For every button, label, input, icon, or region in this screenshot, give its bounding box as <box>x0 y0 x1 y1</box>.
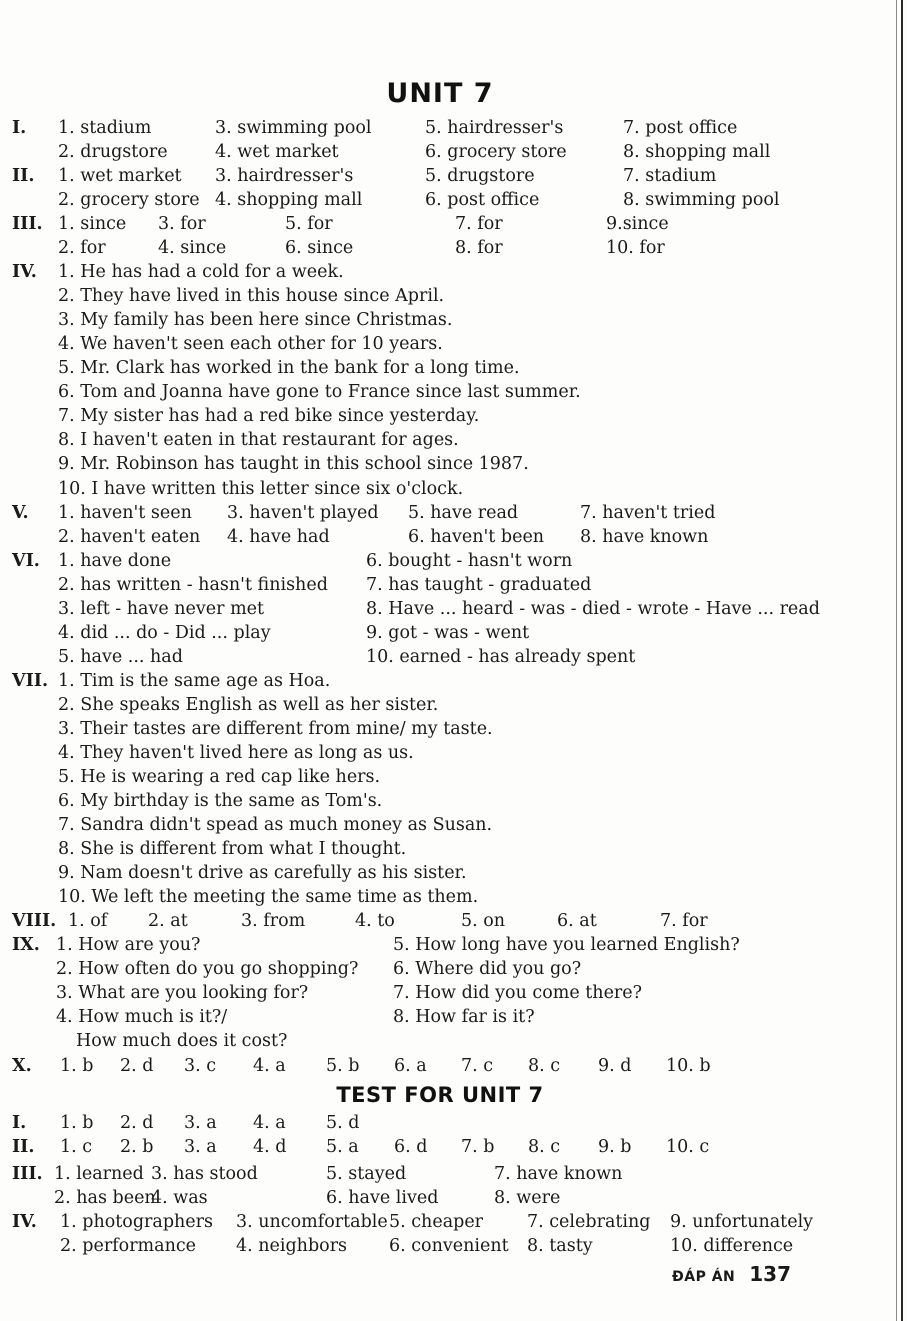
answer-item: 7. My sister has had a red bike since yesterday. <box>58 406 480 426</box>
answer-item: 3. a <box>184 1137 217 1157</box>
answer-row <box>0 669 880 693</box>
section-label: VI. <box>12 551 40 571</box>
answer-row <box>0 741 880 765</box>
answer-item: 2. How often do you go shopping? <box>56 959 359 979</box>
answer-item: 3. has stood <box>151 1164 258 1184</box>
answer-item: 4. have had <box>227 527 330 547</box>
answer-row <box>0 332 880 356</box>
answer-row <box>0 212 880 236</box>
answer-item: 5. cheaper <box>389 1212 484 1232</box>
answer-item: 5. on <box>461 911 506 931</box>
answer-row <box>0 909 880 933</box>
answer-row <box>0 501 880 525</box>
answer-row <box>0 861 880 885</box>
answer-item: 8. were <box>494 1188 561 1208</box>
section-label: VII. <box>12 671 49 691</box>
answer-item: 1. of <box>68 911 108 931</box>
answer-item: 8. She is different from what I thought. <box>58 839 407 859</box>
answer-item: 8. Have ... heard - was - died - wrote - Have ... read <box>366 599 820 619</box>
section-label: V. <box>12 503 29 523</box>
answer-row <box>0 813 880 837</box>
answer-item: 4. d <box>253 1137 287 1157</box>
answer-row <box>0 1029 880 1053</box>
answer-row <box>0 477 880 501</box>
answer-item: 2. has written - hasn't finished <box>58 575 328 595</box>
answer-item: 7. for <box>660 911 708 931</box>
answer-item: 4. a <box>253 1113 286 1133</box>
answer-item: 10. c <box>666 1137 710 1157</box>
answer-item: 7. Sandra didn't spead as much money as Susan. <box>58 815 493 835</box>
answer-row <box>0 452 880 476</box>
answer-row <box>0 140 880 164</box>
answer-row <box>0 308 880 332</box>
answer-item: 7. haven't tried <box>580 503 716 523</box>
answer-row <box>0 765 880 789</box>
answer-item: 3. from <box>241 911 306 931</box>
answer-row <box>0 621 880 645</box>
answer-item: 3. a <box>184 1113 217 1133</box>
answer-row <box>0 236 880 260</box>
answer-item: 1. learned <box>54 1164 144 1184</box>
section-label: X. <box>12 1056 32 1076</box>
answer-item: 10. earned - has already spent <box>366 647 636 667</box>
answer-item: 5. How long have you learned English? <box>393 935 740 955</box>
answer-item: 8. have known <box>580 527 709 547</box>
answer-row <box>0 549 880 573</box>
answer-row <box>0 260 880 284</box>
answer-row <box>0 525 880 549</box>
answer-item: 9. Mr. Robinson has taught in this school since 1987. <box>58 454 529 474</box>
answer-item: 1. Tim is the same age as Hoa. <box>58 671 331 691</box>
answer-item: 2. d <box>120 1056 154 1076</box>
section-label: II. <box>12 166 35 186</box>
answer-item: 4. They haven't lived here as long as us. <box>58 743 414 763</box>
answer-item: 8. for <box>455 238 503 258</box>
answer-row <box>0 789 880 813</box>
answer-item: 3. Their tastes are different from mine/ my taste. <box>58 719 493 739</box>
answer-item: 5. a <box>326 1137 359 1157</box>
answer-row <box>0 1162 880 1186</box>
answer-item: 10. for <box>606 238 665 258</box>
answer-item: 2. performance <box>60 1236 197 1256</box>
answer-item: 3. for <box>158 214 206 234</box>
footer-label: ĐÁP ÁN <box>672 1269 736 1285</box>
answer-item: 4. shopping mall <box>215 190 363 210</box>
answer-row <box>0 837 880 861</box>
answer-row <box>0 933 880 957</box>
answer-item: 5. He is wearing a red cap like hers. <box>58 767 381 787</box>
answer-row <box>0 957 880 981</box>
section-label: III. <box>12 214 43 234</box>
answer-row <box>0 116 880 140</box>
answer-item: 4. did ... do - Did ... play <box>58 623 271 643</box>
answer-item: 8. c <box>528 1137 561 1157</box>
answer-item: 7. b <box>461 1137 495 1157</box>
page-edge-line <box>901 0 903 1321</box>
answer-item: 1. b <box>60 1056 94 1076</box>
section-label: IV. <box>12 1212 37 1232</box>
answer-item: 7. How did you come there? <box>393 983 643 1003</box>
page-edge-line-inner <box>896 0 897 1321</box>
answer-item: 6. convenient <box>389 1236 509 1256</box>
answer-item: 7. have known <box>494 1164 623 1184</box>
answer-item: 9. d <box>598 1056 632 1076</box>
answer-item: 9. b <box>598 1137 632 1157</box>
answer-item: 6. d <box>394 1137 428 1157</box>
answer-item: 4. We haven't seen each other for 10 years. <box>58 334 443 354</box>
answer-item: 9. unfortunately <box>670 1212 814 1232</box>
answer-item: 6. post office <box>425 190 540 210</box>
answer-item: 10. difference <box>670 1236 794 1256</box>
section-label: III. <box>12 1164 43 1184</box>
answer-item: 3. What are you looking for? <box>56 983 309 1003</box>
answer-item: 4. neighbors <box>236 1236 348 1256</box>
answer-item: 4. How much is it?/ <box>56 1007 228 1027</box>
answer-row <box>0 693 880 717</box>
answer-row <box>0 1135 880 1159</box>
answer-row <box>0 1186 880 1210</box>
answer-item: 10. We left the meeting the same time as them. <box>58 887 479 907</box>
answer-item: 4. a <box>253 1056 286 1076</box>
answer-item: 7. post office <box>623 118 738 138</box>
answer-row <box>0 380 880 404</box>
answer-item: 5. b <box>326 1056 360 1076</box>
answer-item: 3. c <box>184 1056 217 1076</box>
answer-item: 7. for <box>455 214 503 234</box>
answer-row <box>0 356 880 380</box>
answer-item: 6. Where did you go? <box>393 959 582 979</box>
answer-item: 7. c <box>461 1056 494 1076</box>
answer-item: 3. uncomfortable <box>236 1212 388 1232</box>
answer-item: 6. grocery store <box>425 142 567 162</box>
answer-item: 4. was <box>151 1188 208 1208</box>
test-title: TEST FOR UNIT 7 <box>336 1083 544 1107</box>
answer-item: 5. have ... had <box>58 647 183 667</box>
answer-item: 2. at <box>148 911 188 931</box>
answer-item: 1. have done <box>58 551 172 571</box>
answer-item: 9. got - was - went <box>366 623 530 643</box>
answer-item: 10. I have written this letter since six o'clock. <box>58 479 464 499</box>
answer-item: 6. a <box>394 1056 427 1076</box>
answer-row <box>0 573 880 597</box>
answer-item: 2. She speaks English as well as her sister. <box>58 695 439 715</box>
answer-item: 1. b <box>60 1113 94 1133</box>
answer-item: 3. My family has been here since Christmas. <box>58 310 453 330</box>
answer-item: 2. drugstore <box>58 142 168 162</box>
answer-item: 2. has been <box>54 1188 156 1208</box>
answer-row <box>0 1054 880 1078</box>
answer-item: 9.since <box>606 214 669 234</box>
answer-item: 5. drugstore <box>425 166 535 186</box>
answer-item: 8. I haven't eaten in that restaurant for ages. <box>58 430 459 450</box>
answer-row <box>0 164 880 188</box>
answer-row <box>0 597 880 621</box>
answer-item: 2. b <box>120 1137 154 1157</box>
answer-row <box>0 1005 880 1029</box>
answer-item: 3. swimming pool <box>215 118 372 138</box>
answer-item: 2. grocery store <box>58 190 200 210</box>
answer-item: 4. to <box>355 911 395 931</box>
answer-item: 7. has taught - graduated <box>366 575 592 595</box>
answer-item: 6. My birthday is the same as Tom's. <box>58 791 383 811</box>
answer-item: How much does it cost? <box>76 1031 288 1051</box>
answer-item: 1. haven't seen <box>58 503 192 523</box>
answer-item: 6. Tom and Joanna have gone to France since last summer. <box>58 382 581 402</box>
answer-item: 5. for <box>285 214 333 234</box>
section-label: I. <box>12 1113 27 1133</box>
section-label: VIII. <box>12 911 57 931</box>
answer-row <box>0 404 880 428</box>
section-label: II. <box>12 1137 35 1157</box>
answer-row <box>0 981 880 1005</box>
answer-item: 2. haven't eaten <box>58 527 201 547</box>
answer-item: 1. since <box>58 214 127 234</box>
section-label: I. <box>12 118 27 138</box>
answer-item: 6. haven't been <box>408 527 545 547</box>
answer-item: 1. How are you? <box>56 935 201 955</box>
section-label: IV. <box>12 262 37 282</box>
answer-row <box>0 717 880 741</box>
answer-item: 3. haven't played <box>227 503 379 523</box>
answer-row <box>0 1210 880 1234</box>
answer-item: 3. hairdresser's <box>215 166 354 186</box>
answer-item: 1. c <box>60 1137 93 1157</box>
answer-item: 8. swimming pool <box>623 190 780 210</box>
answer-item: 1. photographers <box>60 1212 214 1232</box>
answer-item: 8. tasty <box>527 1236 593 1256</box>
answer-item: 8. How far is it? <box>393 1007 535 1027</box>
answer-item: 7. stadium <box>623 166 717 186</box>
answer-item: 6. at <box>557 911 597 931</box>
answer-item: 6. bought - hasn't worn <box>366 551 573 571</box>
answer-row <box>0 188 880 212</box>
answer-item: 5. have read <box>408 503 519 523</box>
answer-item: 5. Mr. Clark has worked in the bank for a long time. <box>58 358 520 378</box>
answer-item: 2. They have lived in this house since April. <box>58 286 445 306</box>
unit-title: UNIT 7 <box>386 78 494 109</box>
page-footer <box>672 1262 791 1286</box>
page-number: 137 <box>749 1262 792 1286</box>
answer-item: 1. wet market <box>58 166 182 186</box>
answer-item: 4. wet market <box>215 142 339 162</box>
answer-item: 8. shopping mall <box>623 142 771 162</box>
answer-row <box>0 428 880 452</box>
answer-item: 1. He has had a cold for a week. <box>58 262 344 282</box>
answer-row <box>0 645 880 669</box>
answer-row <box>0 885 880 909</box>
answer-item: 1. stadium <box>58 118 152 138</box>
answer-row <box>0 284 880 308</box>
answer-row <box>0 1111 880 1135</box>
answer-item: 5. hairdresser's <box>425 118 564 138</box>
answer-row <box>0 1234 880 1258</box>
answer-item: 9. Nam doesn't drive as carefully as his sister. <box>58 863 467 883</box>
answer-item: 8. c <box>528 1056 561 1076</box>
answer-item: 6. have lived <box>326 1188 439 1208</box>
section-label: IX. <box>12 935 40 955</box>
answer-item: 5. d <box>326 1113 360 1133</box>
answer-item: 6. since <box>285 238 354 258</box>
answer-item: 2. for <box>58 238 106 258</box>
answer-item: 10. b <box>666 1056 711 1076</box>
answer-item: 3. left - have never met <box>58 599 265 619</box>
answer-item: 4. since <box>158 238 227 258</box>
answer-item: 7. celebrating <box>527 1212 651 1232</box>
answer-item: 2. d <box>120 1113 154 1133</box>
answer-item: 5. stayed <box>326 1164 407 1184</box>
